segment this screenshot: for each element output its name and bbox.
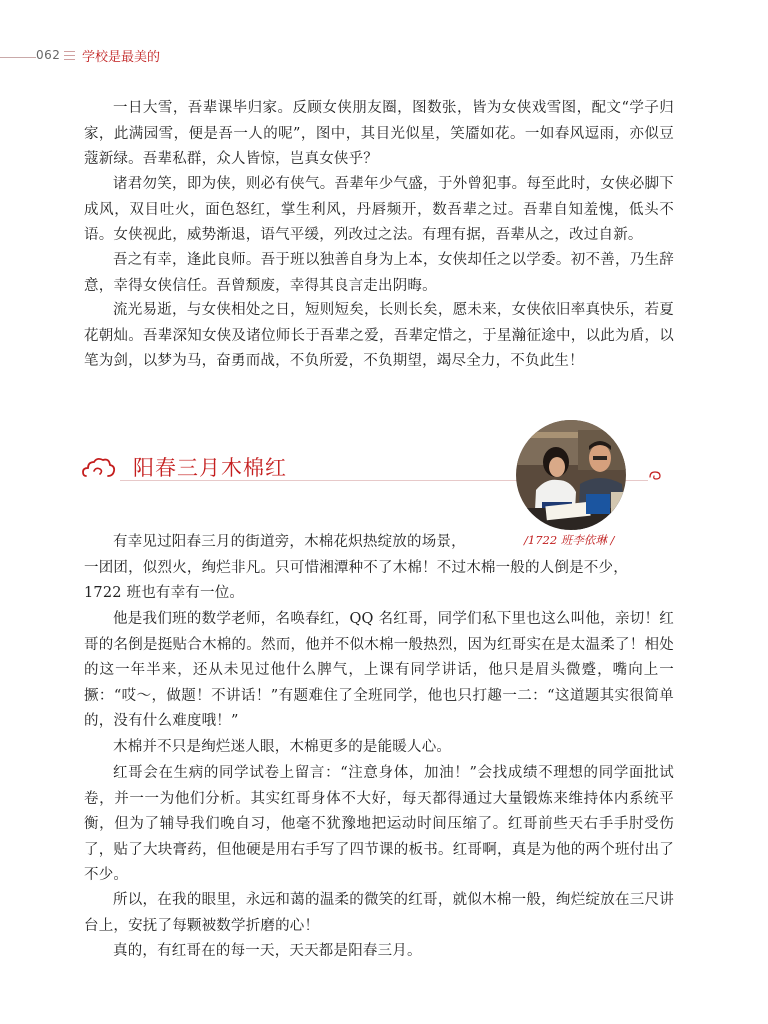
essay2-p1-line-2: 一团团，似烈火，绚烂非凡。只可惜湘潭种不了木棉！不过木棉一般的人倒是不少， (84, 559, 628, 576)
swirl-icon (648, 470, 662, 482)
essay2-paragraph-1 (84, 530, 674, 607)
essay2-paragraph-3: 木棉并不只是绚烂迷人眼，木棉更多的是能暖人心。 (113, 739, 452, 755)
running-header (0, 40, 768, 70)
essay-title: 阳春三月木棉红 (133, 456, 287, 480)
essay2-paragraph-2: 他是我们班的数学老师，名唤春红，QQ 名红哥，同学们私下里也这么叫他，亲切！红哥的名倒是挺贴合木棉的。然而，他并不似木棉一般热烈，因为红哥实在是太温柔了！相处的这一年半来，还从未见过他什么脾气，上课有同学讲话，他只是眉头微蹙，嘴向上一撅：“哎～，做题！不讲话！”有题难住了全班同学，他也只打趣一二：“这道题其实很简单的，没有什么难度哦！” (84, 611, 674, 729)
essay2-paragraph-6: 真的，有红哥在的每一天，天天都是阳春三月。 (113, 943, 422, 959)
header-bars-icon (64, 51, 75, 61)
essay1-paragraph-3: 吾之有幸，逢此良师。吾于班以独善自身为上本，女侠却任之以学委。初不善，乃生辞意，幸得女侠信任。吾曾颓废，幸得其良言走出阴晦。 (84, 252, 674, 294)
essay2-p1-line-1: 有幸见过阳春三月的街道旁，木棉花炽热绽放的场景， (113, 534, 466, 550)
author-photo (516, 420, 626, 530)
page-number: 062 (36, 48, 61, 62)
cloud-icon (82, 456, 116, 480)
essay1-paragraph-4: 流光易逝，与女侠相处之日，短则短矣，长则长矣，愿未来，女侠依旧率真快乐，若夏花朝灿。吾辈深知女侠及诸位师长于吾辈之爱，吾辈定惜之，于星瀚征途中，以此为盾，以笔为剑，以梦为马，奋勇而战，不负所爱，不负期望，竭尽全力，不负此生！ (84, 302, 674, 369)
section-header-title: 学校是最美的 (82, 50, 161, 65)
header-rule (0, 57, 36, 58)
essay2-p1-line-3: 1722 班也有幸有一位。 (84, 585, 245, 601)
essay1-paragraph-2: 诸君勿笑，即为侠，则必有侠气。吾辈年少气盛，于外曾犯事。每至此时，女侠必脚下成风，双目吐火，面色怒红，掌生利风，丹唇频开，数吾辈之过。吾辈自知羞愧，低头不语。女侠视此，威势渐退，语气平缓，列改过之法。有理有据，吾辈从之，改过自新。 (84, 176, 674, 243)
essay2-paragraph-4: 红哥会在生病的同学试卷上留言：“注意身体，加油！”会找成绩不理想的同学面批试卷，并一一为他们分析。其实红哥身体不大好，每天都得通过大量锻炼来维持体内系统平衡，但为了辅导我们晚自习，他毫不犹豫地把运动时间压缩了。红哥前些天右手手肘受伤了，贴了大块膏药，但他硬是用右手写了四节课的板书。红哥啊，真是为他的两个班付出了不少。 (84, 765, 674, 883)
essay1-paragraph-1: 一日大雪，吾辈课毕归家。反顾女侠朋友圈，图数张，皆为女侠戏雪图，配文“学子归家，此满园雪，便是吾一人的呢”，图中，其目光似星，笑靥如花。一如春风逗雨，亦似豆蔻新绿。吾辈私群，众人皆惊，岂真女侠乎？ (84, 100, 674, 167)
author-byline: /1722 班李依琳 / (524, 533, 615, 547)
essay2-paragraph-5: 所以，在我的眼里，永远和蔼的温柔的微笑的红哥，就似木棉一般，绚烂绽放在三尺讲台上，安抚了每颗被数学折磨的心！ (84, 892, 674, 934)
